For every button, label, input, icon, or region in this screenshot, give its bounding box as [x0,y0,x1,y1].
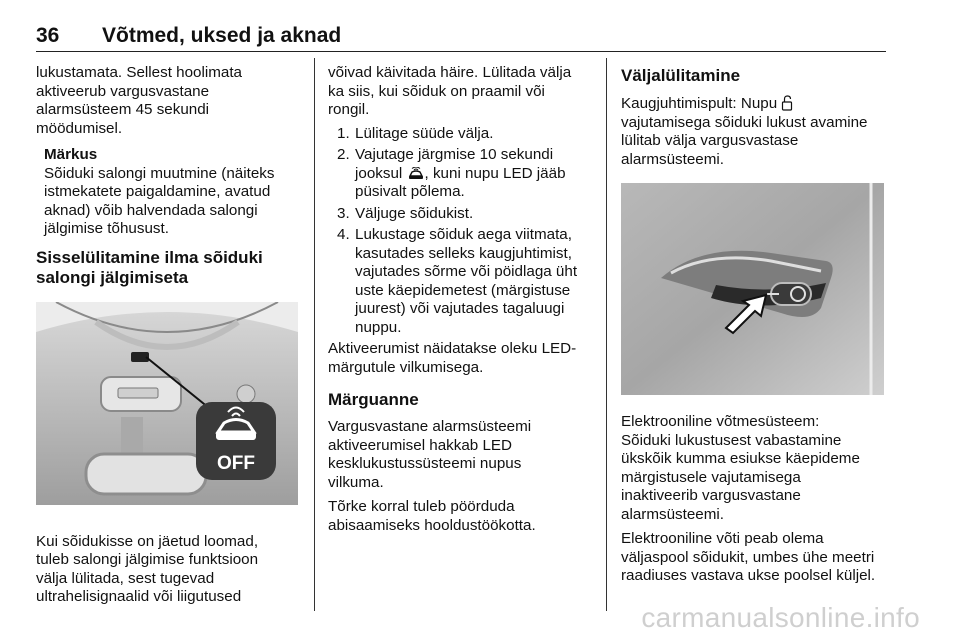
watermark: carmanualsonline.info [641,602,920,633]
door-handle-figure [621,183,884,395]
section-heading: Märguanne [328,390,419,409]
note-box: Märkus Sõiduki salongi muutmine (näiteks istmekatete paigaldamine, avatud aknad) võib halvendada salongi jälgimise tõhusust. [36,146,304,239]
section-heading: Sisselülitamine ilma sõiduki salongi jälgimiseta [36,247,263,287]
column-divider [606,58,607,611]
paragraph: Elektrooniline võti peab olema väljaspool sõidukit, umbes ühe meetri raadiuses vastava ukse poolsel küljel. [621,530,876,584]
paragraph: lukustamata. Sellest hoolimata aktiveerub vargusvastane alarmsüsteem 45 sekundi möödumisel. [36,64,242,137]
list-item: 1. Lülitage süüde välja. [337,124,494,142]
column-divider [314,58,315,611]
list-item: 3. Väljuge sõidukist. [337,204,474,222]
paragraph: võivad käivitada häire. Lülitada välja ka siis, kui sõiduk on praamil või rongil. [328,64,572,118]
off-button-label: OFF [217,452,255,474]
paragraph: Vargusvastane alarmsüsteemi aktiveerumisel hakkab LED kesklukustussüsteemi nupus vilkuma. [328,418,532,491]
paragraph: Aktiveerumist näidatakse oleku LED- märgutule vilkumisega. [328,340,577,376]
page-number: 36 [36,24,60,47]
list-item: 4. Lukustage sõiduk aega viitmata, kasutades selleks kaugjuhtimist, vajutades sõrme või pöidlaga üht uste käepidemetest (märgistuse juurest) või vajutades tagaluugi nuppu. [337,226,578,336]
list-item: 2. Vajutage järgmise 10 sekundi jooksul , kuni nupu LED jääb püsivalt põlema. [337,146,566,200]
paragraph: Kui sõidukisse on jäetud loomad, tuleb salongi jälgimise funktsioon välja lülitada, sest tugevad ultrahelisignaalid või liigutused [36,532,259,605]
page-header [36,22,886,52]
column-left [36,64,304,607]
chapter-title: Võtmed, uksed ja aknad [102,24,342,47]
steps-list [328,125,596,338]
unlock-icon [781,95,793,111]
column-right [621,64,889,586]
paragraph: Kaugjuhtimispult: Nupu vajutamisega sõiduki lukust avamine lülitab välja vargusvastase alarmsüsteemi. [621,95,868,168]
paragraph: Tõrke korral tuleb pöörduda abisaamiseks hooldustöökotta. [328,498,536,534]
interior-mirror-figure [36,302,298,505]
note-label: Märkus [44,146,98,163]
car-alarm-icon [407,167,425,181]
section-heading: Väljalülitamine [621,66,741,85]
column-middle [328,64,596,535]
paragraph: Elektrooniline võtmesüsteem: Sõiduki lukustusest vabastamine ükskõik kumma esiukse käepideme märgistusele vajutamisega inaktiveerib vargusvastane alarmsüsteemi. [621,413,860,523]
